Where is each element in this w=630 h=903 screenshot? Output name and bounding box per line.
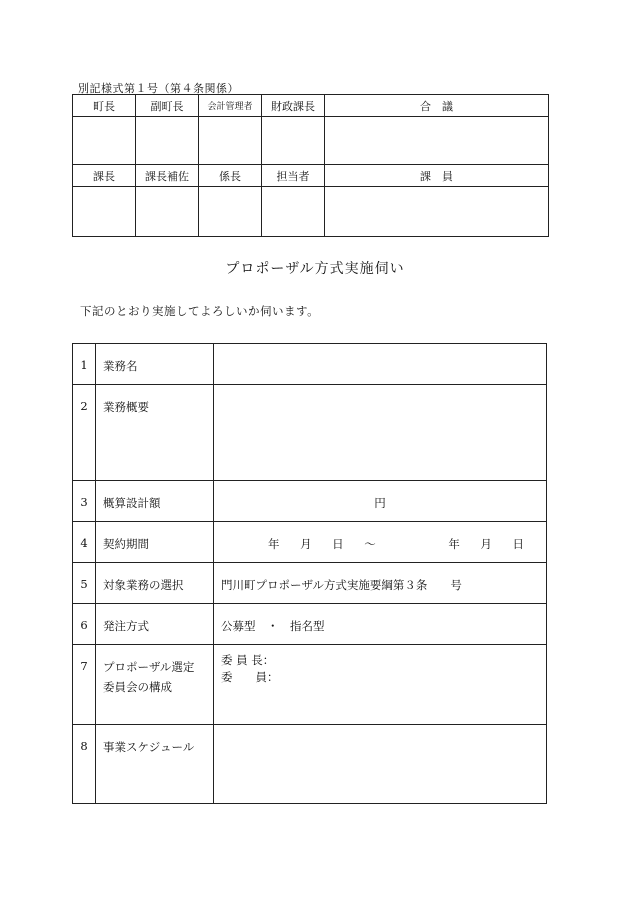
- stamp-cell-mayor[interactable]: [73, 117, 136, 165]
- business-overview-field[interactable]: [214, 385, 547, 481]
- table-row: [73, 725, 547, 804]
- target-selection-field[interactable]: 門川町プロポーザル方式実施要綱第３条 号: [214, 563, 547, 604]
- estimated-cost-field[interactable]: 円: [214, 481, 547, 522]
- table-row: [73, 645, 547, 725]
- table-row: [73, 604, 547, 645]
- label-committee: [96, 645, 214, 725]
- stamp-cell-unit-chief[interactable]: [199, 187, 262, 237]
- row-number: 5: [73, 563, 96, 604]
- label-target-selection: 対象業務の選択: [96, 563, 214, 604]
- approval-header-accounting-manager: 会計管理者: [199, 95, 262, 117]
- stamp-cell-assistant-chief[interactable]: [136, 187, 199, 237]
- start-day-label: 日: [332, 537, 344, 551]
- end-day-label: 日: [512, 537, 524, 551]
- stamp-cell-accounting-manager[interactable]: [199, 117, 262, 165]
- approval-header-finance-chief: 財政課長: [262, 95, 325, 117]
- form-number: 別記様式第１号（第４条関係）: [78, 82, 239, 95]
- label-ordering-method: 発注方式: [96, 604, 214, 645]
- start-year-label: 年: [268, 537, 280, 551]
- label-committee-line2: 委員会の構成: [103, 680, 172, 694]
- stamp-cell-staff[interactable]: [325, 187, 549, 237]
- label-contract-period: 契約期間: [96, 522, 214, 563]
- approval-header-deputy-mayor: 副町長: [136, 95, 199, 117]
- approval-header-staff: 課 員: [325, 165, 549, 187]
- approval-header-unit-chief: 係長: [199, 165, 262, 187]
- row-number: 8: [73, 725, 96, 804]
- table-row: [73, 385, 547, 481]
- label-schedule: 事業スケジュール: [96, 725, 214, 804]
- approval-header-person-in-charge: 担当者: [262, 165, 325, 187]
- approval-header-consultation: 合 議: [325, 95, 549, 117]
- row-number: 7: [73, 645, 96, 725]
- committee-field[interactable]: [214, 645, 547, 725]
- ordering-method-field[interactable]: 公募型 ・ 指名型: [214, 604, 547, 645]
- stamp-cell-section-chief[interactable]: [73, 187, 136, 237]
- end-month-label: 月: [480, 537, 492, 551]
- row-number: 6: [73, 604, 96, 645]
- details-table: [72, 343, 547, 804]
- business-name-field[interactable]: [214, 344, 547, 385]
- committee-member-label: 委 員：: [221, 670, 279, 684]
- start-month-label: 月: [300, 537, 312, 551]
- schedule-field[interactable]: [214, 725, 547, 804]
- approval-stamp-table: [72, 94, 549, 237]
- stamp-cell-finance-chief[interactable]: [262, 117, 325, 165]
- approval-header-assistant-chief: 課長補佐: [136, 165, 199, 187]
- contract-period-field[interactable]: [214, 522, 547, 563]
- row-number: 2: [73, 385, 96, 481]
- label-business-overview: 業務概要: [96, 385, 214, 481]
- document-title: プロポーザル方式実施伺い: [225, 261, 405, 277]
- table-row: [73, 563, 547, 604]
- label-business-name: 業務名: [96, 344, 214, 385]
- approval-header-mayor: 町長: [73, 95, 136, 117]
- row-number: 3: [73, 481, 96, 522]
- stamp-cell-person-in-charge[interactable]: [262, 187, 325, 237]
- intro-text: 下記のとおり実施してよろしいか伺います。: [80, 304, 320, 318]
- stamp-cell-consultation[interactable]: [325, 117, 549, 165]
- stamp-cell-deputy-mayor[interactable]: [136, 117, 199, 165]
- committee-chair-label: 委 員 長：: [221, 653, 275, 667]
- end-year-label: 年: [448, 537, 460, 551]
- label-committee-line1: プロポーザル選定: [103, 660, 195, 674]
- label-estimated-cost: 概算設計額: [96, 481, 214, 522]
- table-row: [73, 522, 547, 563]
- approval-header-section-chief: 課長: [73, 165, 136, 187]
- table-row: [73, 481, 547, 522]
- table-row: [73, 344, 547, 385]
- row-number: 4: [73, 522, 96, 563]
- period-separator: ～: [364, 537, 376, 551]
- row-number: 1: [73, 344, 96, 385]
